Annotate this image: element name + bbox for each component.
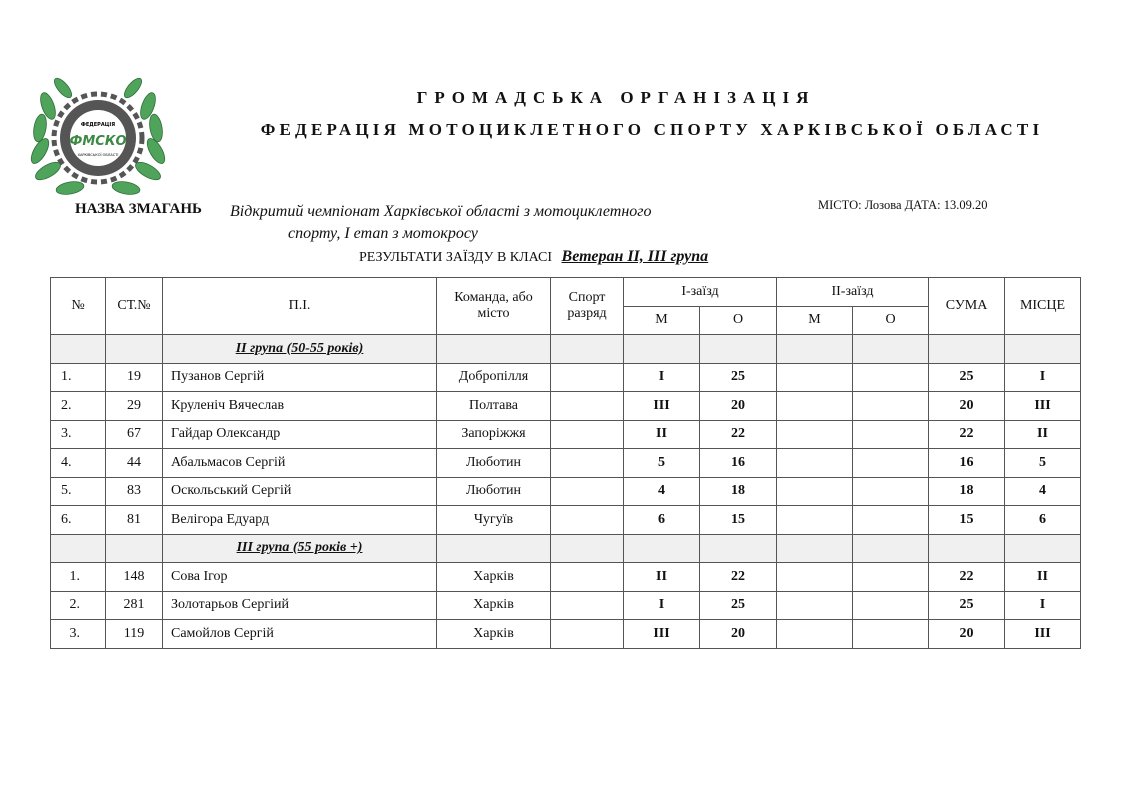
row-number: 3.: [51, 620, 106, 649]
rider-name: Сова Ігор: [163, 563, 437, 592]
final-place: 4: [1005, 477, 1081, 506]
header-race1-o: О: [700, 306, 777, 335]
row-number: 1.: [51, 563, 106, 592]
team: Полтава: [437, 392, 551, 421]
race1-place: 4: [624, 477, 700, 506]
empty-cell: [853, 534, 929, 563]
sport-rank: [551, 620, 624, 649]
sport-rank: [551, 591, 624, 620]
race1-points: 18: [700, 477, 777, 506]
empty-cell: [700, 534, 777, 563]
race2-place: [777, 477, 853, 506]
group-title: ІІ група (50-55 років): [163, 335, 437, 364]
results-table: [50, 277, 1081, 649]
svg-text:ФМСКО: ФМСКО: [69, 134, 127, 149]
org-title: ГРОМАДСЬКА ОРГАНІЗАЦІЯ: [416, 88, 816, 107]
race1-points: 16: [700, 449, 777, 478]
race1-place: II: [624, 563, 700, 592]
rider-name: Оскольський Сергій: [163, 477, 437, 506]
sum: 16: [929, 449, 1005, 478]
row-number: 2.: [51, 591, 106, 620]
row-number: 3.: [51, 420, 106, 449]
table-row: [51, 620, 1081, 649]
race2-points: [853, 591, 929, 620]
empty-cell: [106, 534, 163, 563]
race2-points: [853, 449, 929, 478]
race2-points: [853, 563, 929, 592]
team: Чугуїв: [437, 506, 551, 535]
start-number: 119: [106, 620, 163, 649]
race2-place: [777, 392, 853, 421]
race1-place: II: [624, 420, 700, 449]
class-name: Ветеран ІІ, ІІІ група: [561, 248, 709, 265]
race1-place: 6: [624, 506, 700, 535]
final-place: III: [1005, 620, 1081, 649]
race1-place: 5: [624, 449, 700, 478]
empty-cell: [929, 534, 1005, 563]
start-number: 83: [106, 477, 163, 506]
sport-rank: [551, 506, 624, 535]
sum: 20: [929, 392, 1005, 421]
header-race1-m: М: [624, 306, 700, 335]
sport-rank: [551, 563, 624, 592]
final-place: III: [1005, 392, 1081, 421]
rider-name: Золотарьов Сергіий: [163, 591, 437, 620]
sum: 20: [929, 620, 1005, 649]
table-row: [51, 363, 1081, 392]
row-number: 5.: [51, 477, 106, 506]
start-number: 19: [106, 363, 163, 392]
team: Харків: [437, 563, 551, 592]
race1-place: I: [624, 363, 700, 392]
table-row: [51, 563, 1081, 592]
header-st: СТ.№: [106, 278, 163, 335]
empty-cell: [624, 534, 700, 563]
race2-points: [853, 420, 929, 449]
results-label: РЕЗУЛЬТАТИ ЗАЇЗДУ В КЛАСІ: [359, 250, 553, 265]
sport-rank: [551, 363, 624, 392]
empty-cell: [551, 335, 624, 364]
table-row: [51, 449, 1081, 478]
race2-points: [853, 506, 929, 535]
team: Люботин: [437, 449, 551, 478]
team: Запоріжжя: [437, 420, 551, 449]
race1-points: 25: [700, 363, 777, 392]
race2-place: [777, 420, 853, 449]
empty-cell: [777, 534, 853, 563]
start-number: 81: [106, 506, 163, 535]
sport-rank: [551, 449, 624, 478]
team: Добропілля: [437, 363, 551, 392]
race2-place: [777, 506, 853, 535]
table-row: [51, 591, 1081, 620]
sport-rank: [551, 477, 624, 506]
race2-points: [853, 363, 929, 392]
header-name: П.І.: [163, 278, 437, 335]
header-sum: СУМА: [929, 278, 1005, 335]
team: Харків: [437, 620, 551, 649]
start-number: 281: [106, 591, 163, 620]
start-number: 29: [106, 392, 163, 421]
race2-place: [777, 620, 853, 649]
empty-cell: [777, 335, 853, 364]
row-number: 2.: [51, 392, 106, 421]
row-number: 6.: [51, 506, 106, 535]
race2-points: [853, 477, 929, 506]
svg-text:ФЕДЕРАЦІЯ: ФЕДЕРАЦІЯ: [80, 122, 116, 128]
group-title: ІІІ група (55 років +): [163, 534, 437, 563]
header-team: Команда, або місто: [437, 278, 551, 335]
table-row: [51, 420, 1081, 449]
table-row: [51, 506, 1081, 535]
final-place: II: [1005, 420, 1081, 449]
race1-place: III: [624, 392, 700, 421]
empty-cell: [51, 335, 106, 364]
empty-cell: [853, 335, 929, 364]
race1-points: 22: [700, 563, 777, 592]
rider-name: Абальмасов Сергій: [163, 449, 437, 478]
rider-name: Гайдар Олександр: [163, 420, 437, 449]
header-race1: І-заїзд: [624, 278, 777, 307]
header-race2-m: М: [777, 306, 853, 335]
final-place: I: [1005, 363, 1081, 392]
race1-place: I: [624, 591, 700, 620]
final-place: II: [1005, 563, 1081, 592]
sum: 15: [929, 506, 1005, 535]
location-date: МІСТО: Лозова ДАТА: 13.09.20: [818, 198, 988, 212]
start-number: 148: [106, 563, 163, 592]
header-race2-o: О: [853, 306, 929, 335]
empty-cell: [437, 335, 551, 364]
start-number: 67: [106, 420, 163, 449]
race2-place: [777, 449, 853, 478]
sum: 22: [929, 563, 1005, 592]
header-place: МІСЦЕ: [1005, 278, 1081, 335]
group-row: [51, 534, 1081, 563]
race1-points: 20: [700, 620, 777, 649]
empty-cell: [51, 534, 106, 563]
empty-cell: [551, 534, 624, 563]
empty-cell: [437, 534, 551, 563]
rider-name: Круленіч Вячеслав: [163, 392, 437, 421]
competition-name-line1: Відкритий чемпіонат Харківської області з мотоциклетного: [230, 203, 652, 220]
race1-points: 20: [700, 392, 777, 421]
race2-place: [777, 563, 853, 592]
header-race2: ІІ-заїзд: [777, 278, 929, 307]
start-number: 44: [106, 449, 163, 478]
empty-cell: [624, 335, 700, 364]
race1-points: 22: [700, 420, 777, 449]
empty-cell: [700, 335, 777, 364]
race2-place: [777, 363, 853, 392]
sum: 25: [929, 591, 1005, 620]
svg-text:ХАРКІВСЬКОЇ ОБЛАСТІ: ХАРКІВСЬКОЇ ОБЛАСТІ: [77, 153, 119, 157]
final-place: 6: [1005, 506, 1081, 535]
race1-points: 15: [700, 506, 777, 535]
rider-name: Пузанов Сергій: [163, 363, 437, 392]
competition-name: [230, 201, 750, 245]
team: Люботин: [437, 477, 551, 506]
empty-cell: [106, 335, 163, 364]
team: Харків: [437, 591, 551, 620]
empty-cell: [1005, 335, 1081, 364]
race1-place: III: [624, 620, 700, 649]
race1-points: 25: [700, 591, 777, 620]
final-place: 5: [1005, 449, 1081, 478]
results-heading: [359, 248, 708, 266]
competition-name-line2: спорту, І етап з мотокросу: [288, 225, 478, 242]
race2-points: [853, 392, 929, 421]
competition-label: НАЗВА ЗМАГАНЬ: [75, 201, 202, 217]
rider-name: Велігора Едуард: [163, 506, 437, 535]
race2-place: [777, 591, 853, 620]
row-number: 1.: [51, 363, 106, 392]
header-rank: Спорт разряд: [551, 278, 624, 335]
empty-cell: [929, 335, 1005, 364]
group-row: [51, 335, 1081, 364]
sport-rank: [551, 392, 624, 421]
sum: 18: [929, 477, 1005, 506]
empty-cell: [1005, 534, 1081, 563]
sport-rank: [551, 420, 624, 449]
header-no: №: [51, 278, 106, 335]
row-number: 4.: [51, 449, 106, 478]
table-row: [51, 392, 1081, 421]
sum: 25: [929, 363, 1005, 392]
race2-points: [853, 620, 929, 649]
final-place: I: [1005, 591, 1081, 620]
federation-title: ФЕДЕРАЦІЯ МОТОЦИКЛЕТНОГО СПОРТУ ХАРКІВСЬКОЇ ОБЛАСТІ: [260, 120, 1044, 139]
sum: 22: [929, 420, 1005, 449]
rider-name: Самойлов Сергій: [163, 620, 437, 649]
table-row: [51, 477, 1081, 506]
